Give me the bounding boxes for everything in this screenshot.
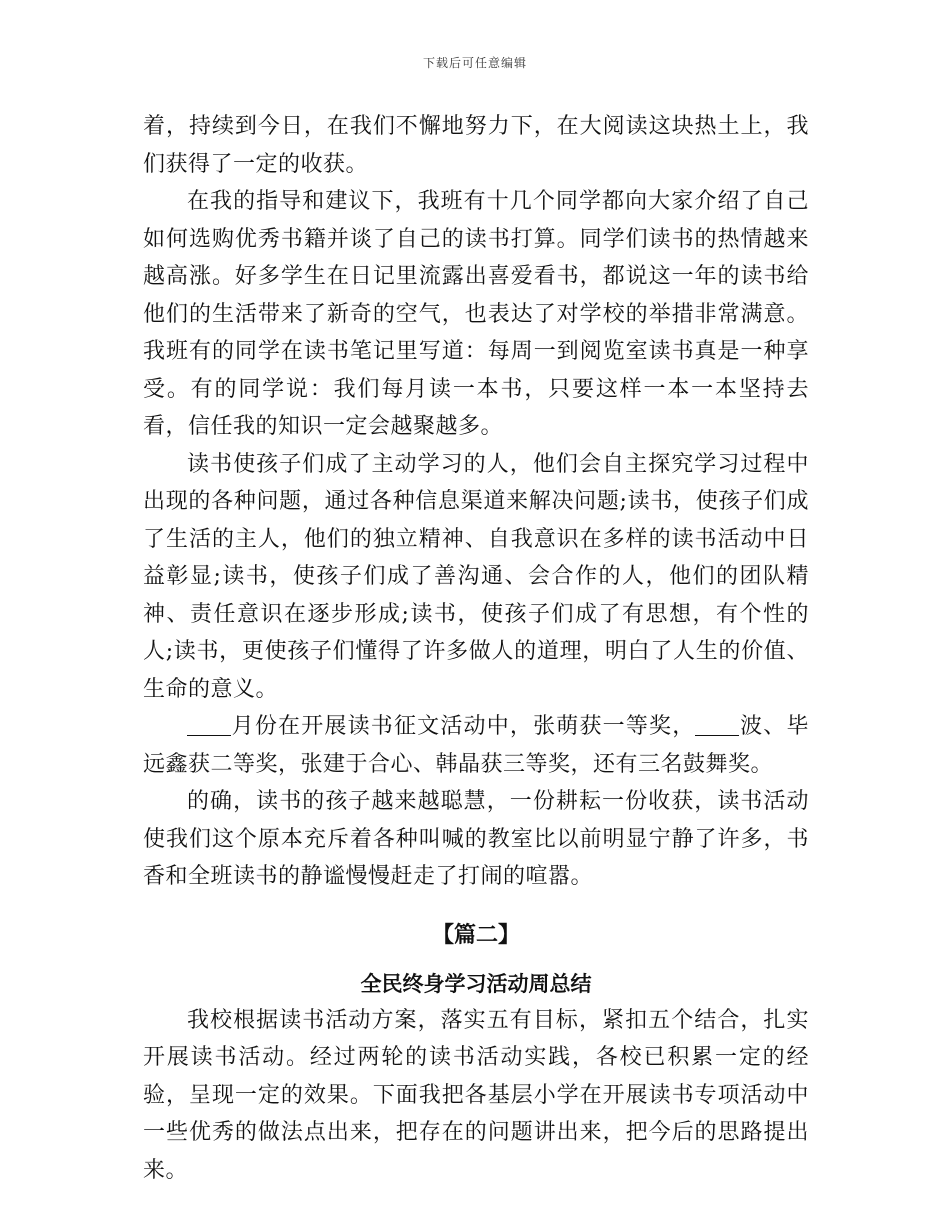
- paragraph-guidance: 在我的指导和建议下，我班有十几个同学都向大家介绍了自己如何选购优秀书籍并谈了自己的读书打算。同学们读书的热情越来越高涨。好多学生在日记里流露出喜爱看书，都说这一年的读书给他们的生活带来了新奇的空气，也表达了对学校的举措非常满意。我班有的同学在读书笔记里写道：每周一到阅览室读书真是一种享受。有的同学说：我们每月读一本书，只要这样一本一本坚持去看，信任我的知识一定会越聚越多。: [143, 189, 809, 439]
- blank-underline: [187, 713, 231, 736]
- awards-text-part2: 波、毕远鑫获二等奖，张建于合心、韩晶获三等奖，还有三名鼓舞奖。: [143, 714, 809, 777]
- blank-underline: [695, 713, 739, 736]
- awards-text-part1: 月份在开展读书征文活动中，张萌获一等奖，: [231, 714, 696, 739]
- section-heading: 【篇二】: [431, 922, 520, 948]
- paragraph-awards: [143, 708, 809, 783]
- page-header: 下载后可任意编辑: [422, 56, 527, 70]
- paragraph-section-intro: 我校根据读书活动方案，落实五有目标，紧扣五个结合，扎实开展读书活动。经过两轮的读书活动实践，各校已积累一定的经验，呈现一定的效果。下面我把各基层小学在开展读书专项活动中一些优秀的做法点出来，把存在的问题讲出来，把今后的思路提出来。: [143, 1007, 809, 1183]
- paragraph-closing: 的确，读书的孩子越来越聪慧，一份耕耘一份收获，读书活动使我们这个原本充斥着各种叫喊的教室比以前明显宁静了许多，书香和全班读书的静谧慢慢赶走了打闹的喧嚣。: [143, 789, 809, 889]
- section-title: 全民终身学习活动周总结: [360, 971, 592, 996]
- document-body: [143, 108, 809, 1189]
- paragraph-reading-benefits: 读书使孩子们成了主动学习的人，他们会自主探究学习过程中出现的各种问题，通过各种信息渠道来解决问题;读书，使孩子们成了生活的主人，他们的独立精神、自我意识在多样的读书活动中日益彰显;读书，使孩子们成了善沟通、会合作的人，他们的团队精神、责任意识在逐步形成;读书，使孩子们成了有思想，有个性的人;读书，更使孩子们懂得了许多做人的道理，明白了人生的价值、生命的意义。: [143, 451, 809, 702]
- paragraph-continuation: 着，持续到今日，在我们不懈地努力下，在大阅读这块热土上，我们获得了一定的收获。: [143, 114, 809, 177]
